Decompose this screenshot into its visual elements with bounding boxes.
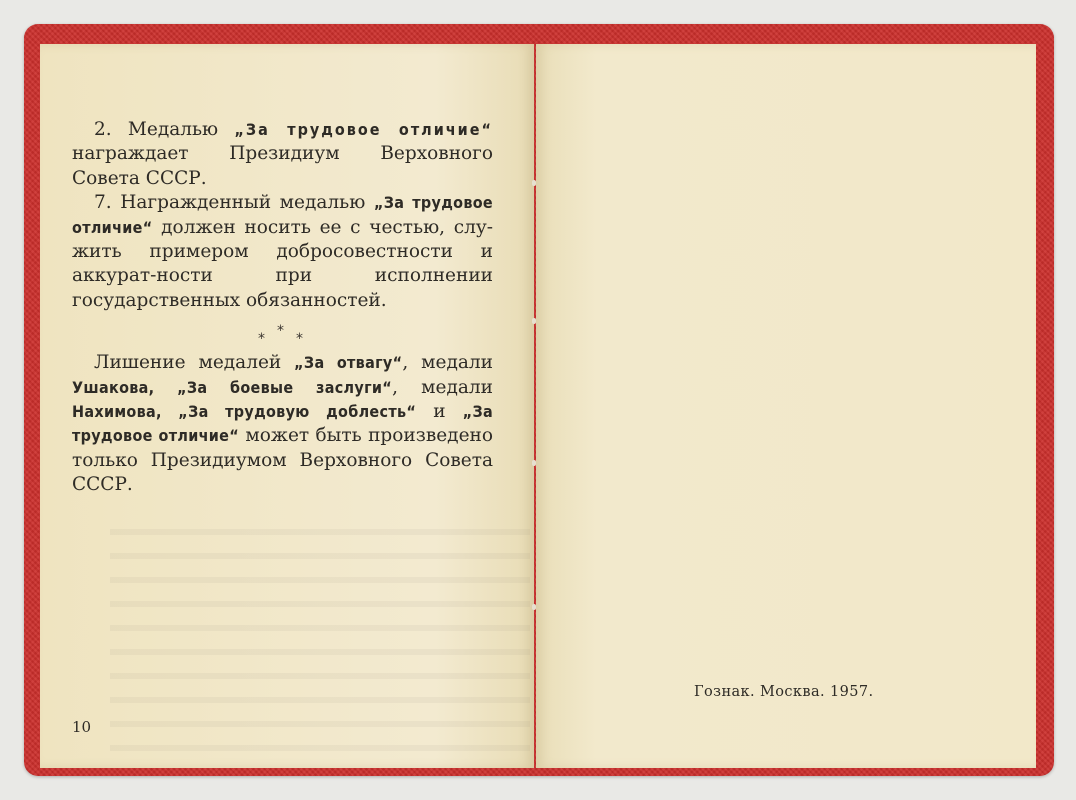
paragraph-text: Награжденный медалью <box>120 192 374 214</box>
statute-text <box>72 118 493 498</box>
paragraph-text: награждает Президиум Верховного Совета СССР. <box>72 143 493 189</box>
paragraph-text: , медали <box>402 352 493 374</box>
asterisk: * <box>277 323 284 340</box>
paragraph-text: может быть произведено только Президиумом Верховного Совета СССР. <box>72 425 493 496</box>
medal-name: Ушакова, „За боевые заслуги“ <box>72 377 393 397</box>
binding-stitch <box>532 318 536 324</box>
paragraph-number: 7. <box>94 192 112 214</box>
binding-stitch <box>532 180 536 186</box>
paragraph-2 <box>72 118 493 191</box>
paragraph-number: 2. <box>94 119 112 140</box>
binding-stitch <box>532 604 536 610</box>
paragraph-text: должен носить ее с честью, слу-жить примером добросовестности и аккурат-ности при исполнении государственных обязанностей. <box>72 216 493 311</box>
paragraph-text: Лишение медалей <box>94 352 295 374</box>
paragraph-deprivation <box>72 351 493 497</box>
right-page <box>536 44 1036 768</box>
medal-name: „За трудовое отличие“ <box>72 193 493 237</box>
binding-stitch <box>532 460 536 466</box>
printer-imprint: Гознак. Москва. 1957. <box>694 684 874 700</box>
paragraph-text: и <box>416 401 463 423</box>
page-number: 10 <box>72 718 92 736</box>
section-separator <box>72 313 493 351</box>
paragraph-text: Медалью <box>127 119 235 140</box>
asterisk: * <box>258 331 265 348</box>
paragraph-text: , медали <box>392 376 493 398</box>
medal-name: Нахимова, „За трудовую доблесть“ <box>72 402 417 422</box>
paragraph-7 <box>72 191 493 313</box>
show-through-text <box>110 529 530 759</box>
medal-name: „За трудовое отличие“ <box>72 402 494 446</box>
asterisk: * <box>296 331 303 348</box>
medal-name: „За трудовое отличие“ <box>234 120 493 139</box>
medal-name: „За отвагу“ <box>294 353 403 373</box>
